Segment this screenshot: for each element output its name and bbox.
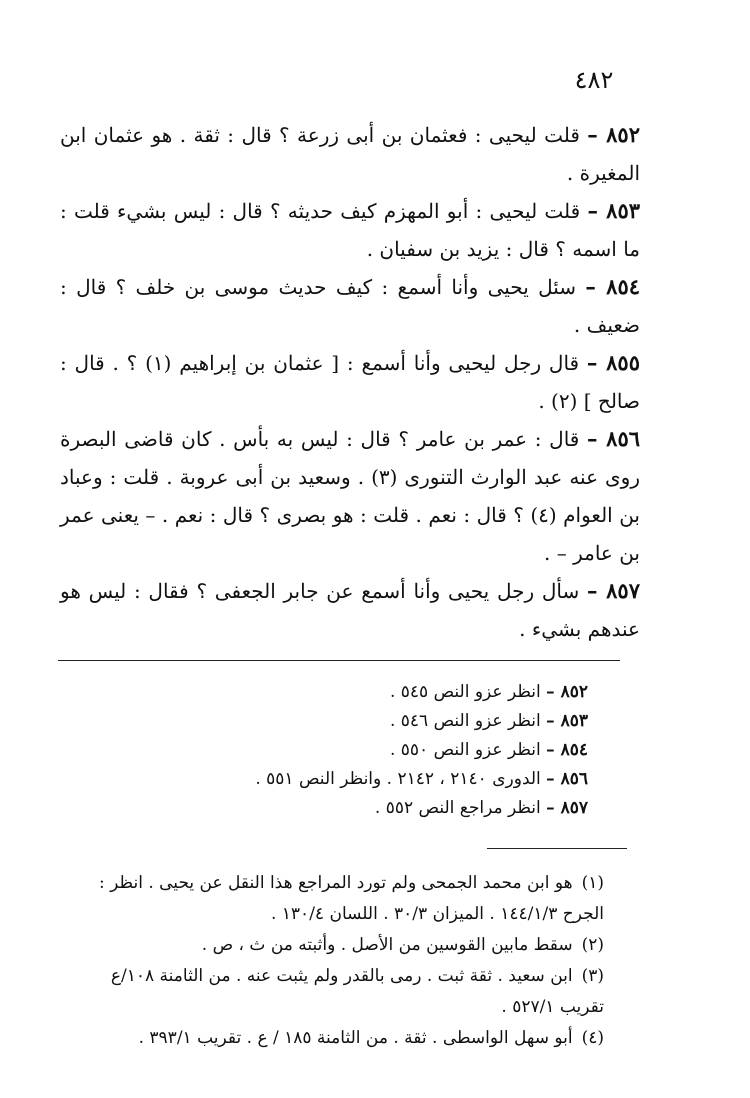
reference-text: انظر عزو النص ٥٥٠ . [389, 740, 547, 760]
entry-text: قال رجل ليحيى وأنا أسمع : [ عثمان بن إبراهيم (١) ؟ . قال : صالح ] (٢) . [60, 351, 640, 413]
entry-text: قلت ليحيى : أبو المهزم كيف حديثه ؟ قال : ليس بشيء قلت : ما اسمه ؟ قال : يزيد بن سفيان . [60, 199, 640, 261]
reference-number: ٨٥٦ – [546, 769, 588, 789]
entry-text: سأل رجل يحيى وأنا أسمع عن جابر الجعفى ؟ فقال : ليس هو عندهم بشيء . [60, 579, 640, 641]
entry-856 [60, 420, 640, 572]
entry-number: ٨٥٥ – [586, 350, 640, 375]
entry-number: ٨٥٧ – [586, 578, 640, 603]
page-number: ٤٨٢ [574, 66, 614, 94]
entry-text: قال : عمر بن عامر ؟ قال : ليس به بأس . كان قاضى البصرة روى عنه عبد الوارث التنورى (٣) . وسعيد بن أبى عروبة . قلت : وعباد بن العوام (٤) ؟ قال : نعم . قلت : هو بصرى ؟ قال : نعم . – يعنى عمر بن عامر – . [60, 427, 640, 565]
reference-text: انظر عزو النص ٥٤٦ . [389, 711, 547, 731]
reference-text: الدورى ٢١٤٠ ، ٢١٤٢ . وانظر النص ٥٥١ . [255, 769, 547, 789]
entry-number: ٨٥٣ – [587, 198, 641, 223]
entry-854 [60, 268, 640, 344]
footnote-1 [70, 868, 604, 930]
footnote-3 [70, 961, 604, 1023]
reference-text: انظر مراجع النص ٥٥٢ . [374, 798, 547, 818]
footnote-number: (٣) [581, 966, 604, 986]
reference-number: ٨٥٣ – [546, 711, 588, 731]
footnote-list [70, 868, 604, 1054]
entry-853 [60, 192, 640, 268]
footnote-text: سقط مابين القوسين من الأصل . وأثبته من ث ، ص . [201, 935, 578, 955]
entry-number: ٨٥٦ – [587, 426, 641, 451]
entry-number: ٨٥٤ – [585, 274, 641, 299]
footnote-text: ابن سعيد . ثقة ثبت . رمى بالقدر ولم يثبت عنه . من الثامنة ١٠٨/ع تقريب ٥٢٧/١ . [110, 966, 604, 1017]
entry-number: ٨٥٢ – [587, 122, 640, 147]
footnote-text: أبو سهل الواسطى . ثقة . من الثامنة ١٨٥ / ع . تقريب ٣٩٣/١ . [138, 1028, 578, 1048]
reference-item [120, 736, 588, 765]
footnote-4 [70, 1023, 604, 1054]
entry-852 [60, 116, 640, 192]
footnote-2 [70, 930, 604, 961]
reference-number: ٨٥٧ – [546, 798, 588, 818]
footnote-text: هو ابن محمد الجمحى ولم تورد المراجع هذا النقل عن يحيى . انظر : الجرح ١٤٤/١/٣ . الميزان ٣٠/٣ . اللسان ١٣٠/٤ . [99, 873, 604, 924]
footnote-number: (١) [581, 873, 604, 893]
reference-item [120, 678, 588, 707]
main-text [60, 116, 640, 648]
reference-number: ٨٥٤ – [546, 740, 588, 760]
entry-text: سئل يحيى وأنا أسمع : كيف حديث موسى بن خلف ؟ قال : ضعيف . [60, 275, 640, 337]
reference-item [120, 765, 588, 794]
reference-item [120, 707, 588, 736]
reference-text: انظر عزو النص ٥٤٥ . [389, 682, 547, 702]
main-divider [58, 660, 620, 661]
footnote-number: (٢) [581, 935, 604, 955]
entry-857 [60, 572, 640, 648]
footnote-number: (٤) [581, 1028, 604, 1048]
reference-list [120, 678, 588, 823]
reference-number: ٨٥٢ – [546, 682, 588, 702]
reference-item [120, 794, 588, 823]
footnote-divider [487, 848, 627, 849]
entry-855 [60, 344, 640, 420]
entry-text: قلت ليحيى : فعثمان بن أبى زرعة ؟ قال : ثقة . هو عثمان ابن المغيرة . [60, 123, 640, 185]
